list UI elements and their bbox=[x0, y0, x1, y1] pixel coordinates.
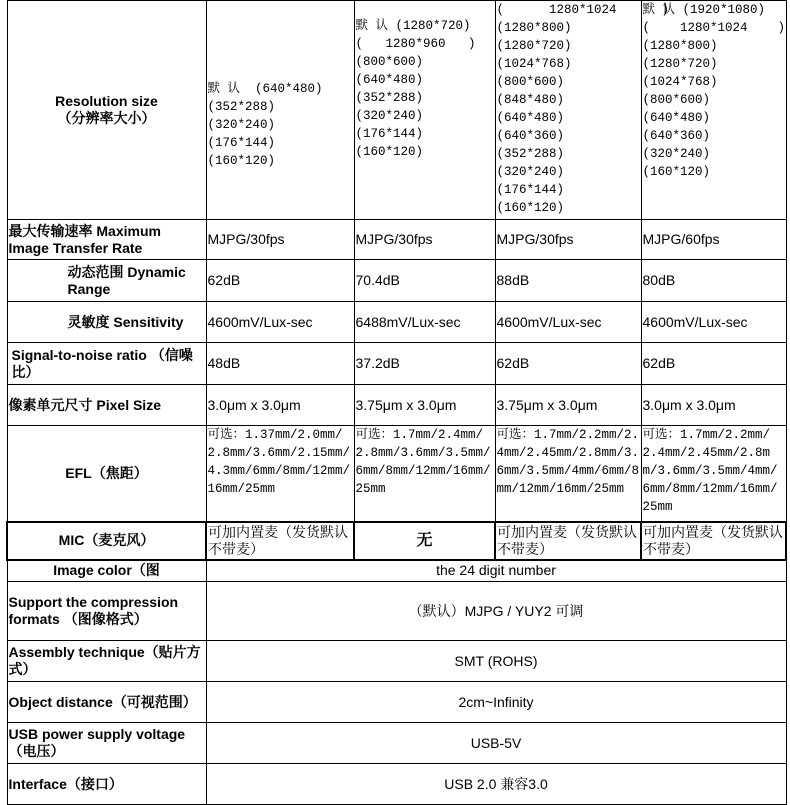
sensitivity-value: 4600mV/Lux-sec bbox=[641, 302, 786, 343]
snr-value: 48dB bbox=[206, 343, 354, 385]
color-label: Image color（图 bbox=[7, 560, 206, 582]
resolution-item: (800*600) bbox=[355, 55, 424, 69]
transfer-value: MJPG/60fps bbox=[641, 220, 786, 260]
resolution-item: (176*144) bbox=[496, 183, 565, 197]
mic-label: MIC（麦克风） bbox=[7, 522, 206, 560]
transfer-value: MJPG/30fps bbox=[354, 220, 495, 260]
dynamic-value: 70.4dB bbox=[354, 260, 495, 302]
resolution-item: ( 1280*1024 ) bbox=[642, 21, 786, 35]
resolution-col4 bbox=[641, 1, 786, 220]
resolution-label-cn: （分辨率大小） bbox=[57, 110, 156, 126]
dynamic-value: 88dB bbox=[495, 260, 641, 302]
spec-table bbox=[6, 0, 787, 805]
mic-value: 可加内置麦（发货默认不带麦） bbox=[206, 522, 354, 560]
sensitivity-value: 4600mV/Lux-sec bbox=[495, 302, 641, 343]
row-mic bbox=[7, 522, 786, 560]
usb-value: USB-5V bbox=[206, 723, 786, 764]
resolution-item: (320*240) bbox=[207, 118, 276, 132]
row-image-color bbox=[7, 560, 786, 582]
transfer-value: MJPG/30fps bbox=[495, 220, 641, 260]
mic-value: 无 bbox=[354, 522, 495, 560]
mic-value: 可加内置麦（发货默认不带麦） bbox=[641, 522, 786, 560]
resolution-item: (160*120) bbox=[355, 145, 424, 159]
resolution-item: (640*480) bbox=[355, 73, 424, 87]
row-resolution bbox=[7, 1, 786, 220]
transfer-label: 最大传输速率 Maximum Image Transfer Rate bbox=[7, 220, 206, 260]
row-assembly bbox=[7, 641, 786, 682]
resolution-item: 默 认 (640*480) bbox=[207, 82, 323, 96]
resolution-item: (320*240) bbox=[496, 165, 565, 179]
resolution-item: (1280*720) bbox=[642, 57, 718, 71]
snr-value: 62dB bbox=[495, 343, 641, 385]
snr-label: Signal-to-noise ratio （信噪比） bbox=[7, 343, 206, 385]
pixel-value: 3.75μm x 3.0μm bbox=[354, 385, 495, 426]
resolution-item: 默 认 (1280*720) bbox=[355, 19, 471, 33]
distance-label: Object distance（可视范围） bbox=[7, 682, 206, 723]
color-value: the 24 digit number bbox=[206, 560, 786, 582]
row-dynamic-range bbox=[7, 260, 786, 302]
resolution-item: (640*360) bbox=[496, 129, 565, 143]
sensitivity-value: 6488mV/Lux-sec bbox=[354, 302, 495, 343]
row-object-distance bbox=[7, 682, 786, 723]
pixel-label: 像素单元尺寸 Pixel Size bbox=[7, 385, 206, 426]
resolution-item: (800*600) bbox=[642, 93, 711, 107]
row-usb-power bbox=[7, 723, 786, 764]
sensitivity-label: 灵敏度 Sensitivity bbox=[7, 302, 206, 343]
row-snr bbox=[7, 343, 786, 385]
distance-value: 2cm~Infinity bbox=[206, 682, 786, 723]
row-pixel-size bbox=[7, 385, 786, 426]
resolution-label-cell bbox=[7, 1, 206, 220]
resolution-item: (848*480) bbox=[496, 93, 565, 107]
pixel-value: 3.0μm x 3.0μm bbox=[206, 385, 354, 426]
resolution-item: (1280*800) bbox=[642, 39, 718, 53]
resolution-item: (320*240) bbox=[355, 109, 424, 123]
efl-value: 可选：1.7mm/2.2mm/2.4mm/2.45mm/2.8mm/3.6mm/3.5mm/4mm/6mm/8mm/12mm/16mm/25mm bbox=[495, 426, 641, 522]
efl-value: 可选：1.37mm/2.0mm/2.8mm/3.6mm/2.15mm/4.3mm/6mm/8mm/12mm/16mm/25mm bbox=[206, 426, 354, 522]
resolution-item: (640*480) bbox=[642, 111, 711, 125]
resolution-item: (1280*800) bbox=[496, 21, 572, 35]
efl-value: 可选：1.7mm/2.2mm/2.4mm/2.45mm/2.8mm/3.6mm/3.5mm/4mm/6mm/8mm/12mm/16mm/25mm bbox=[641, 426, 786, 522]
compression-value: （默认）MJPG / YUY2 可调 bbox=[206, 582, 786, 641]
interface-label: Interface（接口） bbox=[7, 764, 206, 805]
row-compression bbox=[7, 582, 786, 641]
resolution-item: (352*288) bbox=[207, 100, 276, 114]
resolution-item: (160*120) bbox=[496, 201, 565, 215]
resolution-col3 bbox=[495, 1, 670, 220]
resolution-col2 bbox=[354, 1, 495, 220]
row-efl bbox=[7, 426, 786, 522]
sensitivity-value: 4600mV/Lux-sec bbox=[206, 302, 354, 343]
resolution-item: (640*360) bbox=[642, 129, 711, 143]
resolution-item: (1024*768) bbox=[642, 75, 718, 89]
resolution-item: ( 1280*960 ) bbox=[355, 37, 476, 51]
row-sensitivity bbox=[7, 302, 786, 343]
row-transfer-rate bbox=[7, 220, 786, 260]
assembly-label: Assembly technique（贴片方式） bbox=[7, 641, 206, 682]
resolution-col1 bbox=[206, 1, 354, 220]
snr-value: 62dB bbox=[641, 343, 786, 385]
resolution-item: (176*144) bbox=[355, 127, 424, 141]
resolution-item: (1280*720) bbox=[496, 39, 572, 53]
resolution-item: (320*240) bbox=[642, 147, 711, 161]
resolution-label: Resolution size bbox=[55, 93, 158, 109]
efl-label: EFL（焦距） bbox=[7, 426, 206, 522]
interface-value: USB 2.0 兼容3.0 bbox=[206, 764, 786, 805]
transfer-value: MJPG/30fps bbox=[206, 220, 354, 260]
resolution-item: ( 1280*1024 ) bbox=[496, 3, 670, 17]
resolution-item: (1024*768) bbox=[496, 57, 572, 71]
efl-value: 可选：1.7mm/2.4mm/2.8mm/3.6mm/3.5mm/6mm/8mm/12mm/16mm/25mm bbox=[354, 426, 495, 522]
resolution-item: (352*288) bbox=[496, 147, 565, 161]
dynamic-value: 80dB bbox=[641, 260, 786, 302]
pixel-value: 3.75μm x 3.0μm bbox=[495, 385, 641, 426]
compression-label: Support the compression formats （图像格式） bbox=[7, 582, 206, 641]
resolution-item: (352*288) bbox=[355, 91, 424, 105]
resolution-item: (160*120) bbox=[642, 165, 711, 179]
row-interface bbox=[7, 764, 786, 805]
assembly-value: SMT (ROHS) bbox=[206, 641, 786, 682]
pixel-value: 3.0μm x 3.0μm bbox=[641, 385, 786, 426]
resolution-item: 默 认 (1920*1080) bbox=[642, 3, 766, 17]
dynamic-label: 动态范围 Dynamic Range bbox=[7, 260, 206, 302]
mic-value: 可加内置麦（发货默认不带麦） bbox=[495, 522, 641, 560]
snr-value: 37.2dB bbox=[354, 343, 495, 385]
resolution-item: (176*144) bbox=[207, 136, 276, 150]
usb-label: USB power supply voltage（电压） bbox=[7, 723, 206, 764]
resolution-item: (640*480) bbox=[496, 111, 565, 125]
resolution-item: (800*600) bbox=[496, 75, 565, 89]
resolution-item: (160*120) bbox=[207, 154, 276, 168]
dynamic-value: 62dB bbox=[206, 260, 354, 302]
